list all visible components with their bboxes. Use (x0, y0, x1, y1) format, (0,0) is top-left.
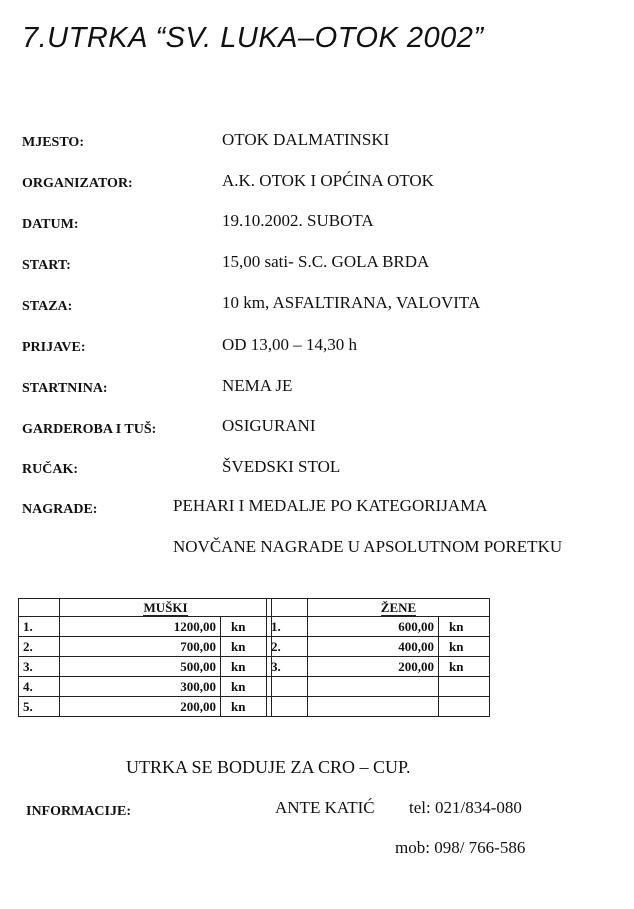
men-currency: kn (221, 637, 272, 657)
men-header-label: MUŠKI (143, 600, 188, 615)
men-currency: kn (221, 617, 272, 637)
men-amount: 300,00 (60, 677, 221, 697)
men-header (60, 599, 272, 617)
table-row (19, 657, 272, 677)
men-place: 1. (19, 617, 60, 637)
detail-label-startnina: STARTNINA: (22, 381, 108, 396)
men-place: 2. (19, 637, 60, 657)
men-amount: 1200,00 (60, 617, 221, 637)
women-empty-cell (439, 697, 490, 717)
info-label: INFORMACIJE: (26, 804, 131, 819)
men-place: 4. (19, 677, 60, 697)
table-row (267, 677, 490, 697)
men-prize-table (18, 598, 272, 717)
detail-value-start: 15,00 sati- S.C. GOLA BRDA (222, 252, 430, 271)
women-empty-cell (308, 697, 439, 717)
women-empty-cell (308, 677, 439, 697)
info-mobile: mob: 098/ 766-586 (395, 838, 526, 857)
men-amount: 500,00 (60, 657, 221, 677)
women-empty-cell (267, 677, 308, 697)
women-amount: 400,00 (308, 637, 439, 657)
cup-note: UTRKA SE BODUJE ZA CRO – CUP. (126, 757, 411, 777)
page-title: 7.UTRKA “SV. LUKA–OTOK 2002” (22, 22, 484, 54)
women-header (308, 599, 490, 617)
awards-line-2: NOVČANE NAGRADE U APSOLUTNOM PORETKU (173, 537, 563, 556)
women-currency: kn (439, 617, 490, 637)
table-row (267, 697, 490, 717)
women-place: 1. (267, 617, 308, 637)
detail-label-organizator: ORGANIZATOR: (22, 176, 133, 191)
table-row (19, 677, 272, 697)
women-header-label: ŽENE (380, 600, 417, 615)
men-header-spacer (19, 599, 60, 617)
men-place: 5. (19, 697, 60, 717)
detail-label-start: START: (22, 258, 71, 273)
women-currency: kn (439, 637, 490, 657)
table-row (267, 617, 490, 637)
women-header-spacer (267, 599, 308, 617)
info-contact-name: ANTE KATIĆ (275, 798, 375, 817)
table-row (19, 697, 272, 717)
men-place: 3. (19, 657, 60, 677)
women-empty-cell (439, 677, 490, 697)
women-place: 3. (267, 657, 308, 677)
women-table-header-row (267, 599, 490, 617)
detail-value-prijave: OD 13,00 – 14,30 h (222, 335, 358, 354)
men-table-header-row (19, 599, 272, 617)
women-place: 2. (267, 637, 308, 657)
men-currency: kn (221, 697, 272, 717)
detail-value-staza: 10 km, ASFALTIRANA, VALOVITA (222, 293, 481, 312)
table-row (19, 617, 272, 637)
women-amount: 200,00 (308, 657, 439, 677)
table-row (19, 637, 272, 657)
awards-label: NAGRADE: (22, 502, 98, 517)
detail-value-rucak: ŠVEDSKI STOL (222, 457, 341, 476)
detail-value-mjesto: OTOK DALMATINSKI (222, 130, 390, 149)
women-empty-cell (267, 697, 308, 717)
men-amount: 200,00 (60, 697, 221, 717)
detail-label-prijave: PRIJAVE: (22, 340, 86, 355)
table-row (267, 657, 490, 677)
detail-label-datum: DATUM: (22, 217, 79, 232)
awards-line-1: PEHARI I MEDALJE PO KATEGORIJAMA (173, 496, 488, 515)
info-phone: tel: 021/834-080 (409, 798, 522, 817)
detail-label-rucak: RUČAK: (22, 462, 78, 477)
detail-label-garderoba: GARDEROBA I TUŠ: (22, 422, 157, 437)
women-currency: kn (439, 657, 490, 677)
detail-value-datum: 19.10.2002. SUBOTA (222, 211, 374, 230)
detail-value-startnina: NEMA JE (222, 376, 293, 395)
men-amount: 700,00 (60, 637, 221, 657)
men-currency: kn (221, 677, 272, 697)
detail-value-garderoba: OSIGURANI (222, 416, 316, 435)
men-currency: kn (221, 657, 272, 677)
women-amount: 600,00 (308, 617, 439, 637)
detail-label-mjesto: MJESTO: (22, 135, 84, 150)
table-row (267, 637, 490, 657)
women-prize-table (266, 598, 490, 717)
detail-value-organizator: A.K. OTOK I OPĆINA OTOK (222, 171, 434, 190)
detail-label-staza: STAZA: (22, 299, 73, 314)
